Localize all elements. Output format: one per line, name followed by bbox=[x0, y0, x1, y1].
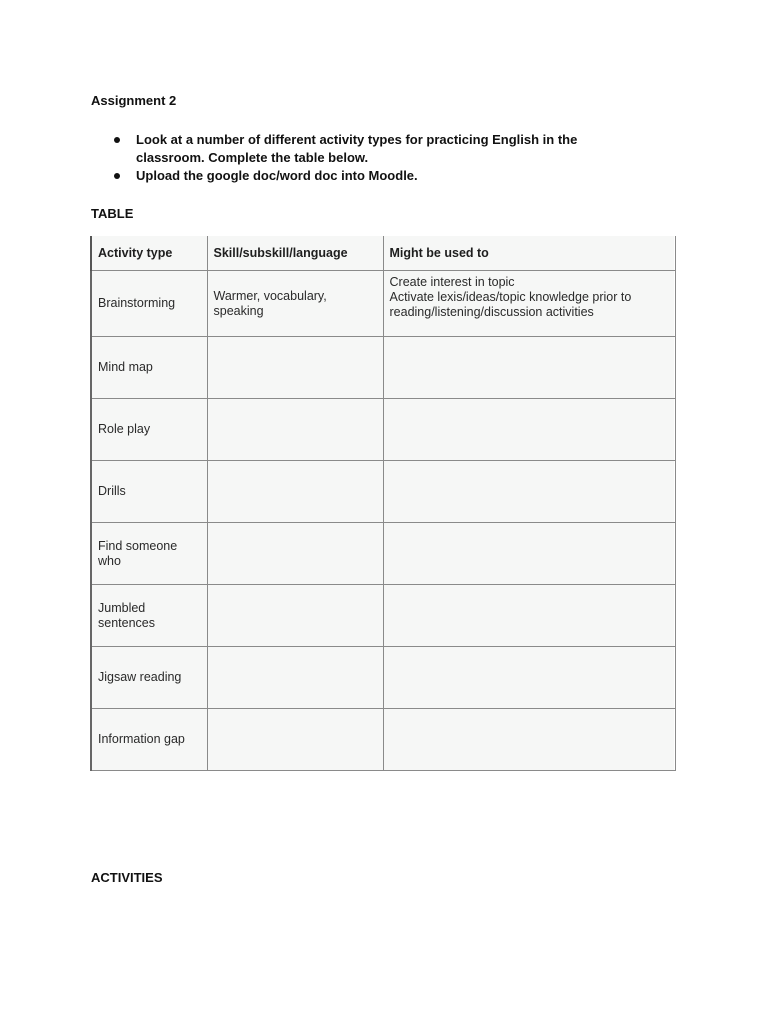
skill-cell bbox=[207, 399, 383, 461]
activity-cell bbox=[91, 647, 207, 709]
table-row bbox=[91, 399, 675, 461]
activity-table bbox=[90, 236, 676, 771]
skill-cell bbox=[207, 709, 383, 771]
skill-cell bbox=[207, 585, 383, 647]
column-header: Activity type bbox=[91, 236, 207, 271]
use-cell bbox=[383, 647, 675, 709]
activity-name: Find someone bbox=[98, 538, 178, 553]
table-row bbox=[91, 523, 675, 585]
skill-text: Warmer, vocabulary, bbox=[213, 288, 327, 303]
use-cell bbox=[383, 523, 675, 585]
use-cell bbox=[383, 709, 675, 771]
skill-cell bbox=[207, 461, 383, 523]
activity-name: Information gap bbox=[98, 732, 185, 746]
skill-cell bbox=[207, 647, 383, 709]
use-cell bbox=[383, 461, 675, 523]
activity-name: Jumbled bbox=[98, 600, 146, 615]
skill-text: speaking bbox=[213, 303, 264, 318]
column-header: Skill/subskill/language bbox=[207, 236, 383, 271]
table-row bbox=[91, 271, 675, 337]
scanned-table-image bbox=[90, 236, 674, 770]
activity-cell bbox=[91, 523, 207, 585]
column-header: Might be used to bbox=[383, 236, 675, 271]
table-row bbox=[91, 585, 675, 647]
activity-name: Role play bbox=[98, 422, 151, 436]
table-header-row bbox=[91, 236, 675, 271]
instructions-list bbox=[112, 131, 632, 185]
activity-cell bbox=[91, 399, 207, 461]
instruction-text: Upload the google doc/word doc into Moodle. bbox=[136, 168, 418, 183]
skill-cell bbox=[207, 271, 383, 337]
activity-name: Drills bbox=[98, 484, 126, 498]
instruction-item bbox=[112, 131, 632, 167]
use-cell bbox=[383, 585, 675, 647]
table-row bbox=[91, 337, 675, 399]
table-row bbox=[91, 461, 675, 523]
use-cell bbox=[383, 399, 675, 461]
activity-cell bbox=[91, 585, 207, 647]
activity-name: who bbox=[98, 553, 121, 568]
use-text: reading/listening/discussion activities bbox=[389, 305, 594, 319]
activity-cell bbox=[91, 461, 207, 523]
instruction-text: Look at a number of different activity types for practicing English in the classroom. Complete the table below. bbox=[136, 132, 578, 165]
skill-cell bbox=[207, 523, 383, 585]
bullet-icon bbox=[114, 137, 120, 143]
activity-name: Jigsaw reading bbox=[98, 670, 182, 684]
use-cell bbox=[383, 337, 675, 399]
activities-heading: ACTIVITIES bbox=[91, 870, 163, 885]
use-cell bbox=[383, 271, 675, 337]
activity-name: Mind map bbox=[98, 360, 153, 374]
activity-cell bbox=[91, 709, 207, 771]
instruction-item bbox=[112, 167, 632, 185]
use-text: Activate lexis/ideas/topic knowledge prior to bbox=[389, 290, 632, 304]
use-text: Create interest in topic bbox=[389, 275, 515, 289]
bullet-icon bbox=[114, 173, 120, 179]
table-row bbox=[91, 647, 675, 709]
assignment-title: Assignment 2 bbox=[91, 93, 177, 108]
activity-name: sentences bbox=[98, 615, 155, 630]
activity-cell bbox=[91, 337, 207, 399]
table-row bbox=[91, 709, 675, 771]
activity-name: Brainstorming bbox=[98, 296, 176, 310]
skill-cell bbox=[207, 337, 383, 399]
table-heading: TABLE bbox=[91, 206, 134, 221]
activity-cell bbox=[91, 271, 207, 337]
